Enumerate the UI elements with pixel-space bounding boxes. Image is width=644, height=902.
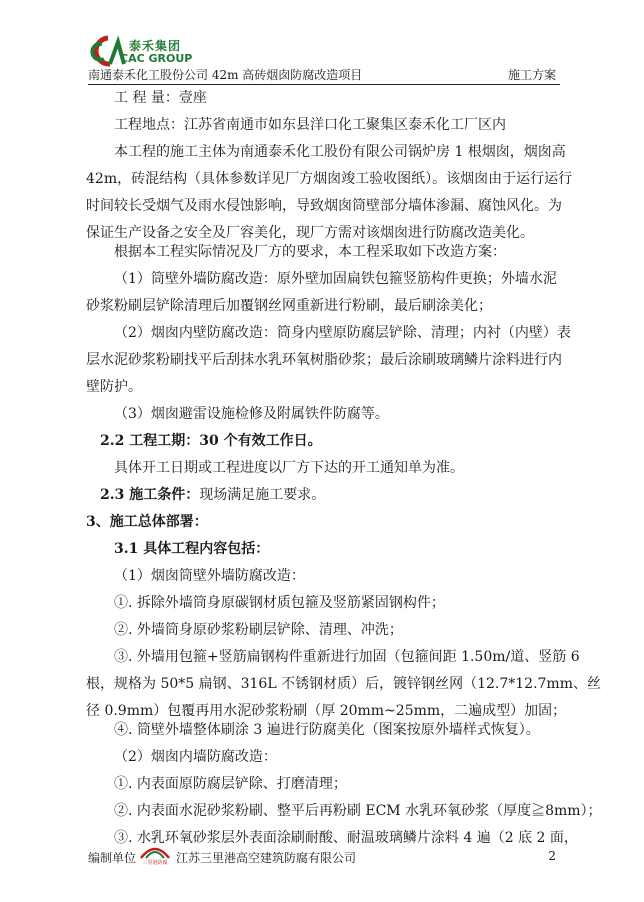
list-item: ②. 外墙筒身原砂浆粉刷层铲除、清理、冲洗； [114, 622, 403, 638]
paragraph-line: （2）烟囱内墙防腐改造： [114, 749, 277, 765]
list-item: ③. 水乳环氧砂浆层外表面涂刷耐酸、耐温玻璃鳞片涂料 4 遍（2 底 2 面， [114, 830, 578, 846]
paragraph-line: 保证生产设备之安全及厂容美化，现厂方需对该烟囱进行防腐改造美化。 [86, 225, 534, 241]
paragraph-line: 工程地点：江苏省南通市如东县洋口化工聚集区泰禾化工厂区内 [114, 117, 506, 133]
paragraph-line: 砂浆粉刷层铲除清理后加覆钢丝网重新进行粉刷，最后刷涂美化； [86, 298, 492, 314]
contractor-logo-text: 三里港防腐 [142, 860, 168, 866]
paragraph-line: 工 程 量：壹座 [114, 90, 207, 106]
company-logo [88, 34, 208, 68]
section-heading-3: 3、施工总体部署： [86, 514, 208, 530]
list-item: ③. 外墙用包箍+竖筋扁钢构件重新进行加固（包箍间距 1.50m/道、竖筋 6 [114, 649, 580, 665]
paragraph-line: 42m，砖混结构（具体参数详见厂方烟囱竣工验收图纸）。该烟囱由于运行运行 [86, 171, 573, 187]
paragraph-line: （1）筒壁外墙防腐改造：原外壁加固扁铁包箍竖筋构件更换；外墙水泥 [114, 271, 557, 287]
paragraph-line: 具体开工日期或工程进度以厂方下达的开工通知单为准。 [114, 460, 464, 476]
list-item: ①. 拆除外墙筒身原碳钢材质包箍及竖筋紧固钢构件； [114, 595, 445, 611]
section-value: 30 个有效工作日。 [199, 433, 322, 449]
paragraph-line: 壁防护。 [86, 379, 142, 395]
section-value: 现场满足施工要求。 [199, 487, 326, 503]
contractor-name: 江苏三里港高空建筑防腐有限公司 [176, 851, 357, 865]
paragraph-line: （3）烟囱避雷设施检修及附属铁件防腐等。 [114, 406, 389, 422]
page-header [88, 66, 560, 85]
section-heading-3-1: 3.1 具体工程内容包括： [114, 541, 270, 557]
section-heading-2-3 [100, 486, 564, 504]
paragraph-line: （1）烟囱筒壁外墙防腐改造： [114, 568, 305, 584]
logo-chinese-name: 泰禾集团 [129, 39, 182, 53]
logo-english-name: CAC GROUP [120, 52, 193, 65]
section-label: 2.2 工程工期： [100, 433, 200, 449]
list-item: ②. 内表面水泥砂浆粉刷、整平后再粉刷 ECM 水乳环氧砂浆（厚度≧8mm）； [114, 803, 602, 819]
project-title: 南通泰禾化工股份公司 42m 高砖烟囱防腐改造项目 [88, 68, 363, 82]
document-type: 施工方案 [507, 68, 556, 82]
page-footer [88, 845, 560, 867]
list-item: ④. 筒壁外墙整体刷涂 3 遍进行防腐美化（图案按原外墙样式恢复）。 [114, 722, 540, 738]
paragraph-line: 径 0.9mm）包覆再用水泥砂浆粉刷（厚 20mm~25mm，二遍成型）加固； [86, 703, 567, 719]
contractor-logo [138, 843, 172, 869]
paragraph-line: （2）烟囱内壁防腐改造：筒身内壁原防腐层铲除、清理；内衬（内壁）表 [114, 325, 571, 341]
footer-label: 编制单位 [88, 851, 137, 865]
section-label: 2.3 施工条件： [100, 487, 200, 503]
paragraph-line: 本工程的施工主体为南通泰禾化工股份有限公司锅炉房 1 根烟囱，烟囱高 [114, 144, 566, 160]
paragraph-line: 时间较长受烟气及雨水侵蚀影响，导致烟囱筒壁部分墙体渗漏、腐蚀风化。为 [86, 198, 562, 214]
section-heading-2-2 [100, 432, 564, 450]
paragraph-line: 根据本工程实际情况及厂方的要求，本工程采取如下改造方案： [114, 244, 506, 260]
page-number: 2 [548, 849, 556, 863]
paragraph-line: 根，规格为 50*5 扁钢、316L 不锈钢材质）后，镀锌钢丝网（12.7*12.7mm、丝 [86, 676, 601, 692]
paragraph-line: 层水泥砂浆粉刷找平后刮抹水乳环氧树脂砂浆；最后涂刷玻璃鳞片涂料进行内 [86, 352, 562, 368]
list-item: ①. 内表面原防腐层铲除、打磨清理； [114, 776, 347, 792]
